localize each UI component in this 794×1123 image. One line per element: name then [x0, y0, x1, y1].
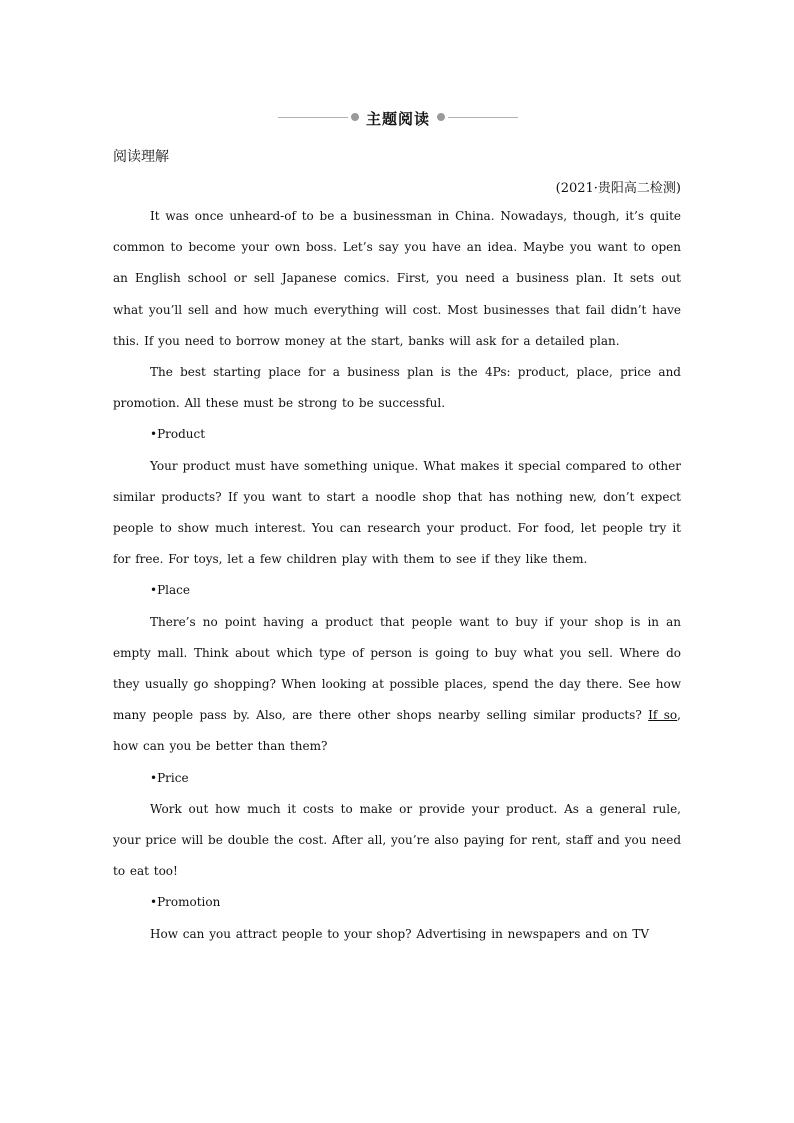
banner-title: 主题阅读: [365, 110, 430, 128]
paragraph-place: [113, 607, 681, 763]
paragraph-place-end: , how can you be better than them?: [113, 708, 681, 754]
heading-promotion: •Promotion: [150, 895, 221, 910]
section-label: 阅读理解: [113, 149, 169, 165]
banner-rule-right: [448, 117, 518, 118]
banner-rule-left: [278, 117, 348, 118]
source-citation: (2021·贵阳高二检测): [555, 181, 681, 196]
article-body: [113, 201, 681, 950]
section-banner: [278, 108, 518, 128]
paragraph-promotion: How can you attract people to your shop? Advertising in newspapers and on TV: [150, 926, 650, 941]
heading-product: •Product: [150, 427, 206, 442]
paragraph-price: Work out how much it costs to make or provide your product. As a general rule, your price will be double the cost. After all, you’re also paying for rent, staff and you need to eat too!: [113, 801, 681, 879]
underlined-phrase: If so: [648, 708, 678, 723]
heading-place: •Place: [150, 583, 190, 598]
paragraph-product: Your product must have something unique. What makes it special compared to other similar products? If you want to start a noodle shop that has nothing new, don’t expect people to show much interest. You can research your product. For food, let people try it for free. For toys, let a few children play with them to see if they like them.: [113, 458, 681, 567]
heading-price: •Price: [150, 770, 189, 785]
banner-dot-left-icon: [351, 113, 359, 121]
paragraph-intro: It was once unheard-of to be a businessman in China. Nowadays, though, it’s quite common to become your own boss. Let’s say you have an idea. Maybe you want to open an English school or sell Japanese comics. First, you need a business plan. It sets out what you’ll sell and how much everything will cost. Most businesses that fail didn’t have this. If you need to borrow money at the start, banks will ask for a detailed plan.: [113, 209, 681, 348]
paragraph-4ps: The best starting place for a business plan is the 4Ps: product, place, price and promotion. All these must be strong to be successful.: [113, 365, 681, 411]
banner-dot-right-icon: [437, 113, 445, 121]
paragraph-place-text: There’s no point having a product that people want to buy if your shop is in an empty mall. Think about which type of person is going to buy what you sell. Where do they usually go shopping? When looking at possible places, spend the day there. See how many people pass by. Also, are there other shops nearby selling similar products?: [113, 614, 681, 723]
